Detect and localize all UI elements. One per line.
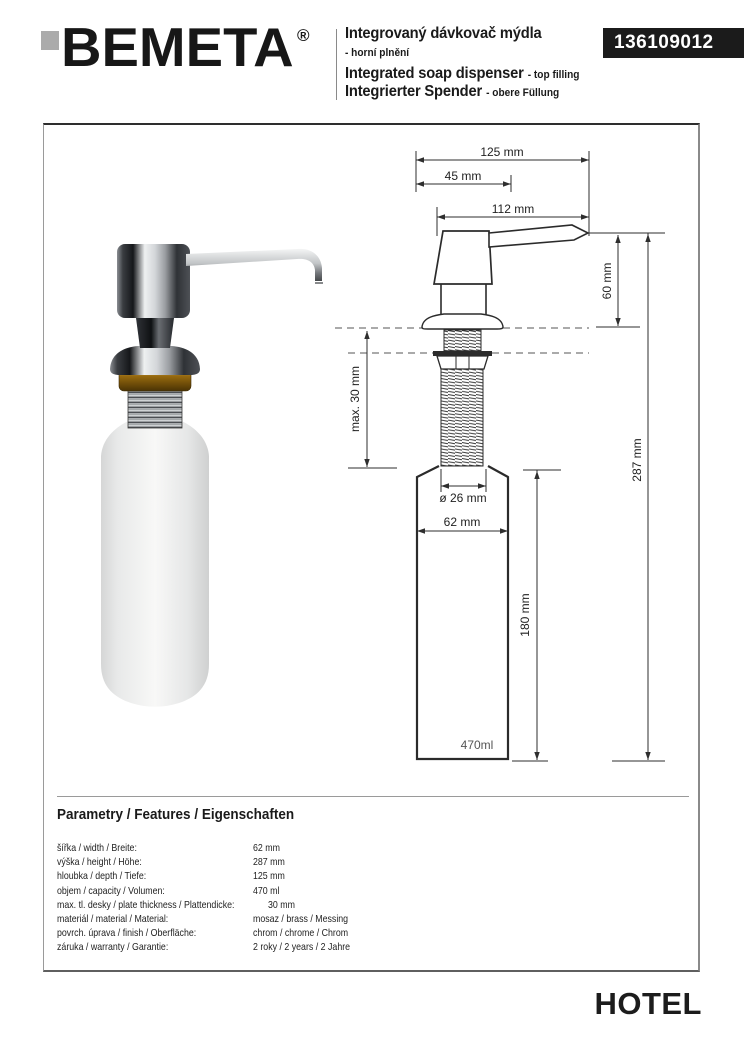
dim-bottle-width-label: 62 mm	[443, 515, 481, 529]
parameters-table	[57, 841, 617, 955]
param-value: 470 ml	[253, 884, 280, 897]
capacity-label: 470ml	[460, 738, 494, 752]
param-value: chrom / chrome / Chrom	[253, 927, 349, 940]
parameters-heading: Parametry / Features / Eigenschaften	[57, 806, 295, 823]
header-divider	[336, 29, 337, 100]
logo-square-mark	[41, 31, 59, 50]
subtitle-german-text: - obere Füllung	[486, 87, 560, 99]
param-row-warranty	[57, 940, 617, 954]
dim-depth-label: 125 mm	[480, 145, 524, 159]
param-row-plate-thickness	[57, 898, 617, 912]
param-label: povrch. úprava / finish / Oberfläche:	[57, 927, 197, 940]
dim-spout-offset-label: 45 mm	[444, 169, 482, 183]
param-label: hloubka / depth / Tiefe:	[57, 870, 147, 883]
param-label: max. tl. desky / plate thickness / Plattendicke:	[57, 898, 235, 911]
section-separator	[57, 796, 689, 797]
dim-above-counter-label: 60 mm	[600, 262, 614, 300]
collection-name: HOTEL	[594, 986, 702, 1021]
registered-trademark-icon: ®	[297, 26, 310, 45]
dim-bottle-height-label: 180 mm	[518, 593, 532, 637]
param-value: 62 mm	[253, 842, 280, 854]
dim-total-height-label: 287 mm	[630, 438, 644, 482]
product-titles	[345, 25, 601, 101]
dim-thread-diameter-label: ø 26 mm	[439, 491, 487, 505]
param-value: 2 roky / 2 years / 2 Jahre	[253, 941, 351, 954]
subtitle-czech	[345, 43, 581, 61]
param-label: materiál / material / Material:	[57, 912, 169, 925]
param-value: 30 mm	[268, 898, 296, 911]
param-label: šířka / width / Breite:	[57, 842, 137, 854]
param-value: mosaz / brass / Messing	[253, 912, 349, 925]
subtitle-czech-text: - horní plnění	[345, 47, 410, 59]
param-value: 287 mm	[253, 856, 285, 869]
product-code-badge: 136109012	[603, 28, 744, 58]
title-english	[345, 65, 581, 83]
title-czech-text: Integrovaný dávkovač mýdla	[345, 25, 542, 42]
title-czech	[345, 25, 581, 43]
param-row-capacity	[57, 884, 617, 898]
param-row-height	[57, 855, 617, 869]
param-label: objem / capacity / Volumen:	[57, 884, 165, 897]
param-row-depth	[57, 869, 617, 883]
title-english-text: Integrated soap dispenser	[345, 65, 524, 82]
title-german-text: Integrierter Spender	[345, 83, 483, 100]
param-row-finish	[57, 926, 617, 940]
brand-name: BEMETA	[61, 16, 294, 78]
param-row-material	[57, 912, 617, 926]
param-label: výška / height / Höhe:	[57, 856, 142, 869]
subtitle-english-text: - top filling	[527, 69, 580, 81]
dim-plate-thickness-label: max. 30 mm	[348, 365, 362, 433]
param-row-width	[57, 841, 617, 855]
title-german	[345, 83, 581, 101]
param-value: 125 mm	[253, 870, 285, 883]
dim-spout-reach-label: 112 mm	[491, 202, 535, 216]
param-label: záruka / warranty / Garantie:	[57, 941, 169, 954]
